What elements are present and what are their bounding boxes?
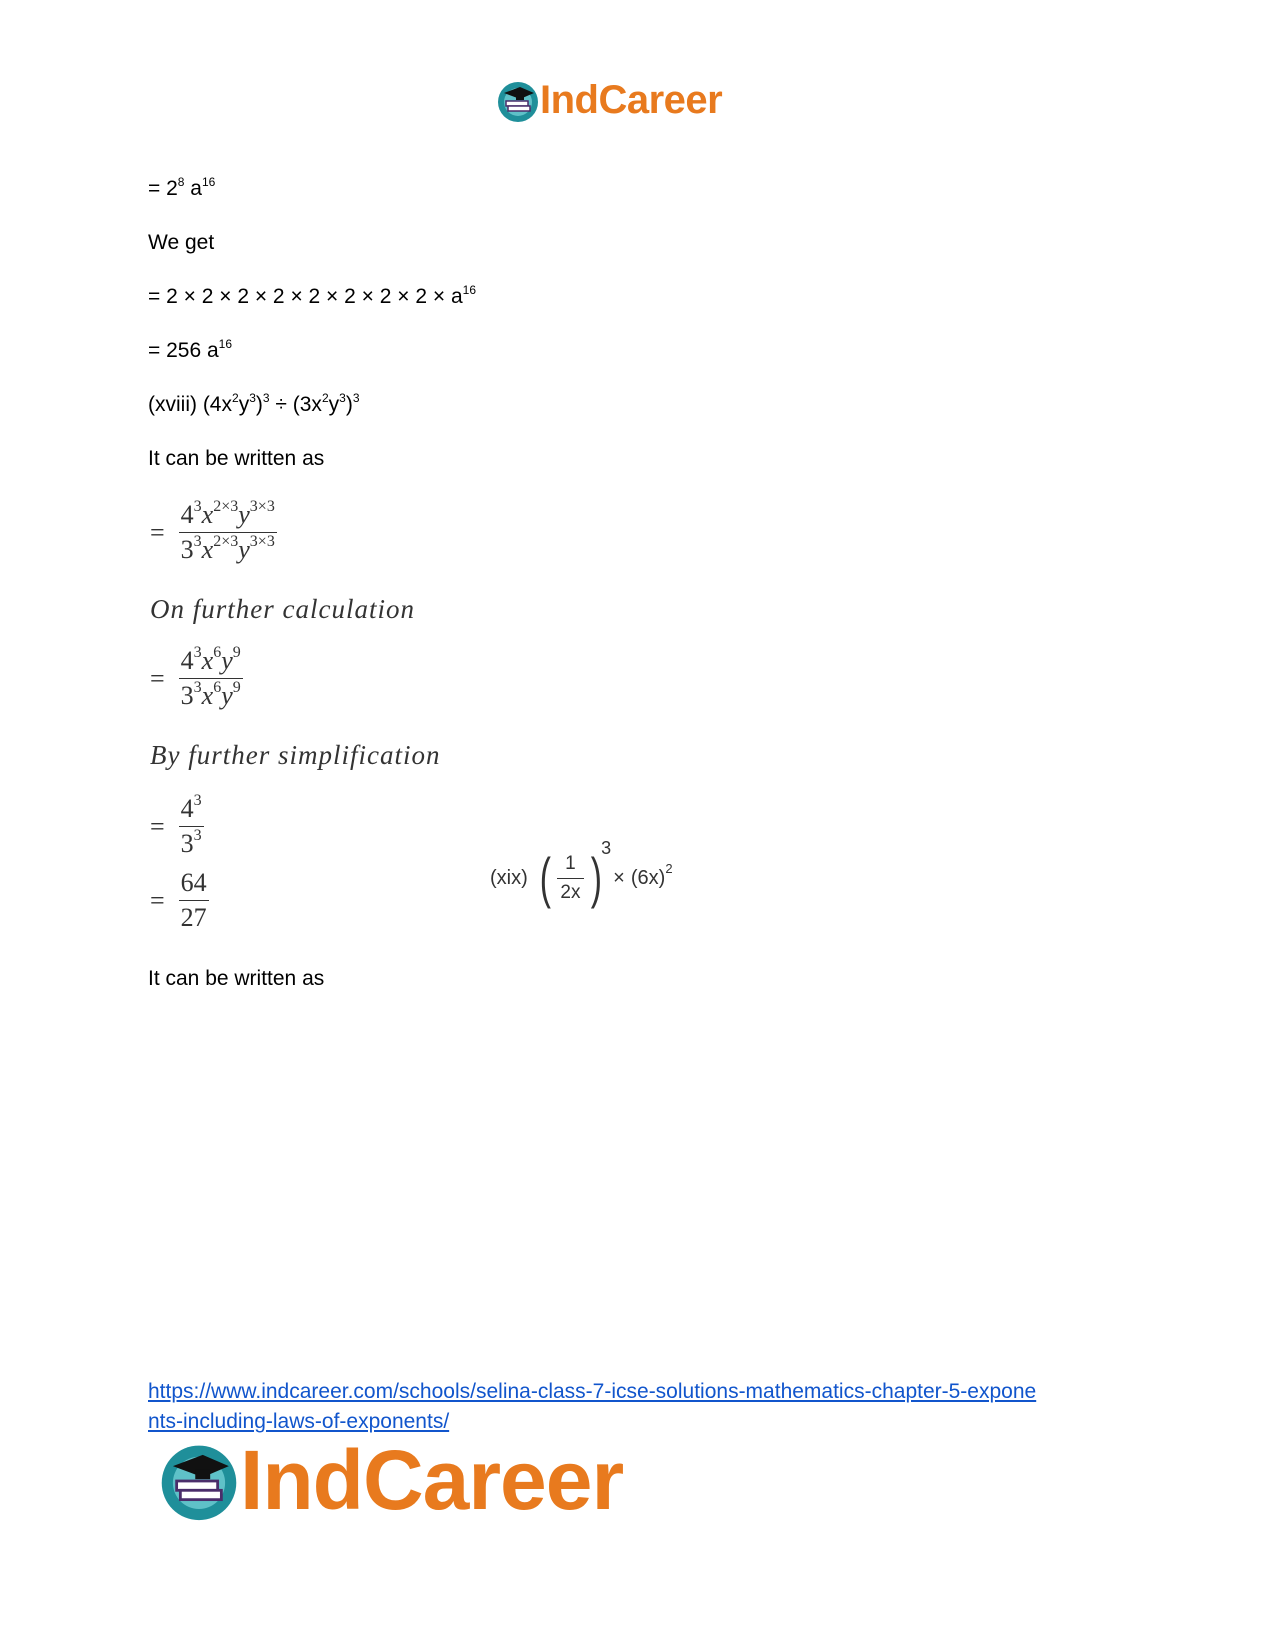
sup: 2×3: [213, 498, 239, 515]
sup: 3: [339, 391, 346, 405]
numerator: [179, 646, 243, 679]
numerator: [179, 794, 204, 827]
header-logo-text: IndCareer: [540, 78, 723, 122]
sup: 3: [193, 792, 202, 809]
var: y: [221, 681, 233, 710]
sup: 3: [193, 498, 202, 515]
text: = 256 a: [148, 339, 219, 362]
line-256-a16: [148, 338, 232, 364]
math-fraction-2: [150, 646, 243, 711]
xix-term-exponent: 2: [665, 860, 673, 876]
text: = 2 × 2 × 2 × 2 × 2 × 2 × 2 × 2 × a: [148, 285, 463, 308]
var: x: [201, 646, 214, 675]
text: 3: [180, 681, 194, 710]
text: = 2: [148, 177, 178, 200]
text: y: [238, 393, 250, 416]
fraction: [179, 500, 277, 565]
left-paren: (: [539, 846, 551, 909]
footer-link-line-2[interactable]: nts-including-laws-of-exponents/: [148, 1410, 450, 1433]
text: ÷ (3x: [269, 393, 322, 416]
sup: 3: [352, 391, 360, 405]
xix-fraction: [554, 853, 586, 904]
footer-logo-text: IndCareer: [240, 1433, 624, 1527]
graduation-cap-books-icon: [158, 1440, 240, 1522]
denominator: [179, 827, 204, 859]
equals-sign: =: [150, 811, 165, 841]
text: ): [255, 393, 263, 416]
text: 4: [180, 646, 194, 675]
sup: 6: [213, 644, 222, 661]
fraction: [179, 646, 243, 711]
sup: 3: [193, 679, 202, 696]
math-fraction-3: [150, 794, 204, 859]
var: y: [238, 500, 250, 529]
sup: 3: [249, 391, 256, 405]
fraction: [179, 868, 209, 933]
xix-term: (6x): [630, 866, 666, 889]
var: x: [201, 500, 214, 529]
line-expanded-product: [148, 284, 476, 310]
sup: 9: [232, 644, 241, 661]
var: y: [238, 535, 250, 564]
text: 4: [180, 500, 194, 529]
numerator: 1: [557, 853, 584, 879]
denominator: [179, 533, 277, 565]
sup: 3×3: [249, 498, 275, 515]
sup: 3: [193, 533, 202, 550]
sup: 3: [193, 827, 202, 844]
line-written-as-1: It can be written as: [148, 447, 325, 470]
footer-link[interactable]: [148, 1377, 1036, 1437]
sup: 9: [232, 679, 241, 696]
sup: 16: [201, 175, 216, 189]
question-xviii: [148, 392, 360, 418]
text: y: [328, 393, 340, 416]
sup: 16: [218, 337, 233, 351]
sup: 3: [262, 391, 270, 405]
fraction: [179, 794, 204, 859]
numerator: [179, 500, 277, 533]
sup: 6: [213, 679, 222, 696]
sup: 2: [232, 391, 239, 405]
text: 4: [180, 794, 194, 823]
text: ): [345, 393, 353, 416]
var: x: [201, 681, 214, 710]
header-logo: [496, 78, 722, 123]
sup: 2×3: [213, 533, 239, 550]
denominator: [179, 679, 243, 711]
sup: 2: [321, 391, 329, 405]
text: 3: [180, 829, 194, 858]
footer-link-line-1[interactable]: https://www.indcareer.com/schools/selina-class-7-icse-solutions-mathematics-chapter-5-expone: [148, 1380, 1037, 1403]
text: (xviii) (4x: [148, 393, 232, 416]
xix-label: (xix): [490, 866, 528, 889]
text-by-further-simplification: By further simplification: [150, 740, 441, 770]
line-written-as-2: It can be written as: [148, 967, 325, 990]
text: a: [184, 177, 202, 200]
var: x: [201, 535, 214, 564]
math-fraction-4: [150, 868, 209, 933]
times-sign: ×: [613, 866, 625, 889]
graduation-cap-books-icon: [496, 79, 540, 123]
numerator: 64: [179, 868, 209, 901]
denominator: 27: [180, 903, 207, 932]
math-fraction-1: [150, 500, 277, 565]
text-on-further-calculation: On further calculation: [150, 594, 415, 624]
footer-logo: [158, 1432, 623, 1529]
right-paren: ): [590, 846, 602, 909]
var: y: [221, 646, 233, 675]
sup: 16: [462, 283, 477, 297]
line-2-8-a-16: [148, 176, 215, 202]
sup: 8: [177, 175, 185, 189]
equals-sign: =: [150, 517, 165, 547]
denominator: 2x: [560, 881, 581, 903]
question-xix: [490, 837, 673, 909]
equals-sign: =: [150, 885, 165, 915]
equals-sign: =: [150, 663, 165, 693]
text: 3: [180, 535, 194, 564]
xix-exponent: 3: [601, 837, 612, 858]
sup: 3: [193, 644, 202, 661]
line-we-get: We get: [148, 231, 215, 254]
sup: 3×3: [249, 533, 275, 550]
